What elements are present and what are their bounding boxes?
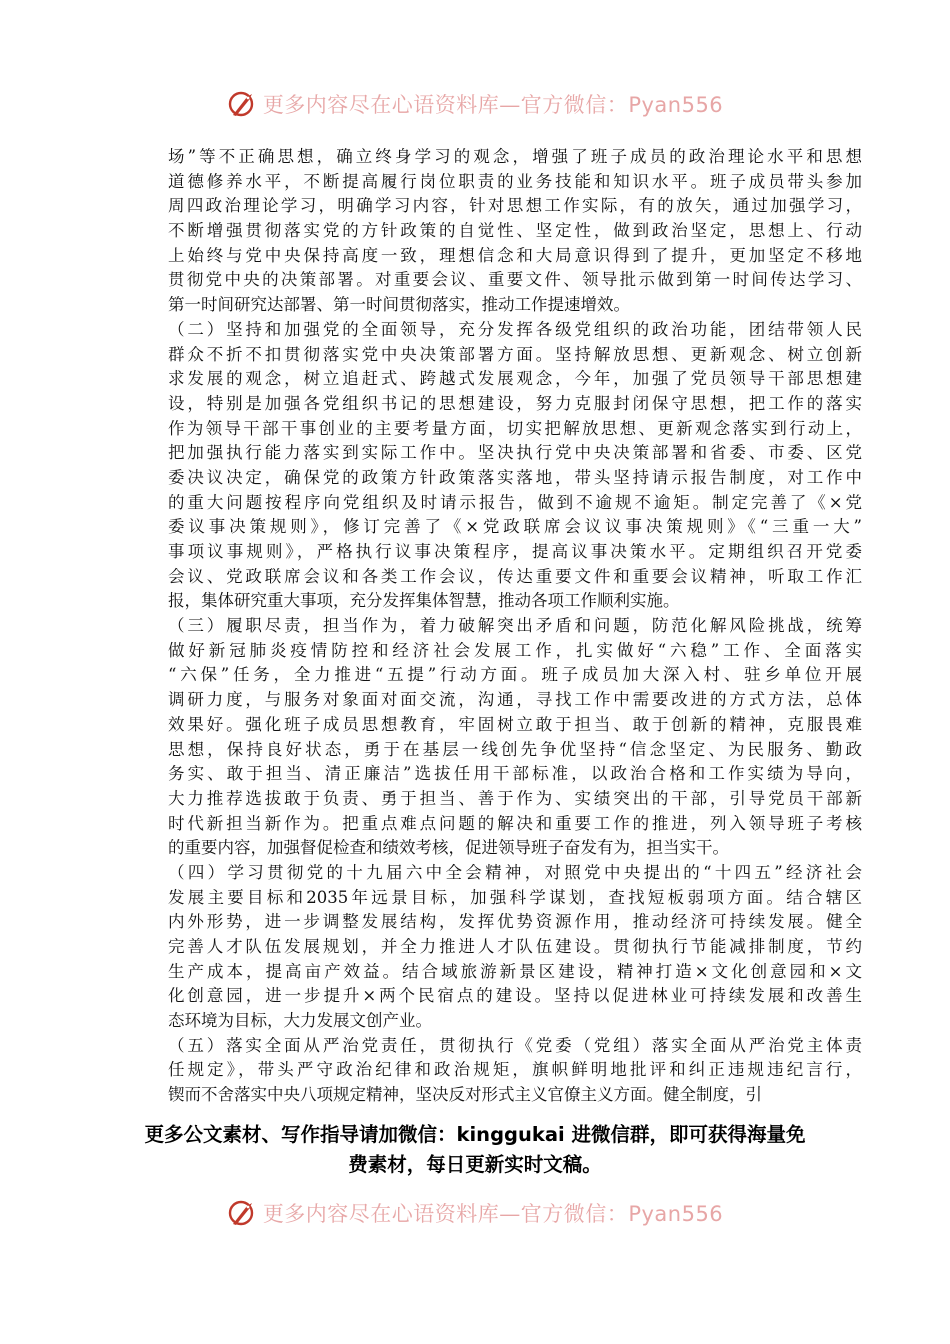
body-line: （五）落实全面从严治党责任，贯彻执行《党委（党组）落实全面从严治党主体责 <box>168 1035 862 1055</box>
body-line: 周四政治理论学习，明确学习内容，针对思想工作实际，有的放矢，通过加强学习， <box>168 196 862 216</box>
body-line: 委议事决策规则》，修订完善了《×党政联席会议议事决策规则》《“三重一大” <box>168 517 862 537</box>
body-line: 第一时间研究达部署、第一时间贯彻落实，推动工作提速增效。 <box>168 295 630 315</box>
body-line: 的重大问题按程序向党组织及时请示报告，做到不逾规不逾矩。制定完善了《×党 <box>168 492 862 512</box>
body-line: 任规定》，带头严守政治纪律和政治规矩，旗帜鲜明地批评和纠正违规违纪言行， <box>168 1060 862 1080</box>
pen-nib-logo-icon <box>227 89 257 119</box>
promo-line: 费素材，每日更新实时文稿。 <box>348 1153 602 1176</box>
body-line: 发展主要目标和2035年远景目标，加强科学谋划，查找短板弱项方面。结合辖区 <box>168 887 862 907</box>
footer-banner <box>0 1193 950 1233</box>
body-line: 求发展的观念，树立追赶式、跨越式发展观念，今年，加强了党员领导干部思想建 <box>168 369 862 389</box>
promo-line: 更多公文素材、写作指导请加微信：kinggukai 进微信群，即可获得海量免 <box>144 1123 806 1146</box>
header-banner-text: 更多内容尽在心语资料库—官方微信： <box>262 93 629 117</box>
body-line: 把加强执行能力落实到实际工作中。坚决执行党中央决策部署和省委、市委、区党 <box>168 443 862 463</box>
body-line: 事项议事规则》，严格执行议事决策程序，提高议事决策水平。定期组织召开党委 <box>168 542 862 561</box>
header-banner-wechat: Pyan556 <box>628 93 724 117</box>
body-line: 不断增强贯彻落实党的方针政策的自觉性、坚定性，做到政治坚定，思想上、行动 <box>168 221 862 241</box>
body-line: 务实、敢于担当、清正廉洁”选拔任用干部标准，以政治合格和工作实绩为导向， <box>168 764 862 784</box>
body-line: 大力推荐选拔敢于负责、勇于担当、善于作为、实绩突出的干部，引导党员干部新 <box>168 788 862 808</box>
pen-nib-logo-icon <box>227 1198 257 1228</box>
header-banner <box>0 84 950 124</box>
body-line: 场”等不正确思想，确立终身学习的观念，增强了班子成员的政治理论水平和思想 <box>168 147 862 166</box>
body-line: 化创意园，进一步提升×两个民宿点的建设。坚持以促进林业可持续发展和改善生 <box>168 986 862 1006</box>
body-line: 思想，保持良好状态，勇于在基层一线创先争优坚持“信念坚定、为民服务、勤政 <box>168 739 862 759</box>
body-line: 道德修养水平，不断提高履行岗位职责的业务技能和知识水平。班子成员带头参加 <box>168 171 862 191</box>
body-line: 设，特别是加强各党组织书记的思想建设，努力克服封闭保守思想，把工作的落实 <box>168 393 862 413</box>
body-line: 会议、党政联席会议和各类工作会议，传达重要文件和重要会议精神，听取工作汇 <box>168 566 862 586</box>
document-body <box>168 145 862 1108</box>
footer-banner-text: 更多内容尽在心语资料库—官方微信： <box>262 1202 629 1226</box>
body-line: 委决议决定，确保党的政策方针政策落实落地，带头坚持请示报告制度，对工作中 <box>168 467 862 487</box>
promo-notice <box>90 1120 860 1180</box>
body-line: 锲而不舍落实中央八项规定精神，坚决反对形式主义官僚主义方面。健全制度，引 <box>168 1085 762 1105</box>
body-line: 上始终与党中央保持高度一致，理想信念和大局意识得到了提升，更加坚定不移地 <box>168 245 862 265</box>
body-line: 的重要内容，加强督促检查和绩效考核，促进领导班子奋发有为，担当实干。 <box>168 838 729 858</box>
body-line: 报，集体研究重大事项，充分发挥集体智慧，推动各项工作顺利实施。 <box>168 591 680 611</box>
body-line: 完善人才队伍发展规划，并全力推进人才队伍建设。贯彻执行节能减排制度，节约 <box>168 937 862 956</box>
body-line: 生产成本，提高亩产效益。结合域旅游新景区建设，精神打造×文化创意园和×文 <box>168 961 862 981</box>
body-line: （四）学习贯彻党的十九届六中全会精神，对照党中央提出的“十四五”经济社会 <box>168 862 862 882</box>
body-line: 效果好。强化班子成员思想教育，牢固树立敢于担当、敢于创新的精神，克服畏难 <box>168 714 862 734</box>
body-line: 调研力度，与服务对象面对面交流，沟通，寻找工作中需要改进的方式方法，总体 <box>168 690 862 710</box>
body-line: （三）履职尽责，担当作为，着力破解突出矛盾和问题，防范化解风险挑战，统筹 <box>168 616 862 636</box>
body-line: 态环境为目标，大力发展文创产业。 <box>168 1011 432 1031</box>
body-line: 内外形势，进一步调整发展结构，发挥优势资源作用，推动经济可持续发展。健全 <box>168 912 862 932</box>
body-line: 贯彻党中央的决策部署。对重要会议、重要文件、领导批示做到第一时间传达学习、 <box>168 270 862 290</box>
body-line: 时代新担当新作为。把重点难点问题的解决和重要工作的推进，列入领导班子考核 <box>168 813 862 833</box>
body-line: “六保”任务，全力推进“五提”行动方面。班子成员加大深入村、驻乡单位开展 <box>168 665 862 685</box>
footer-banner-wechat: Pyan556 <box>628 1202 724 1226</box>
body-line: 做好新冠肺炎疫情防控和经济社会发展工作，扎实做好“六稳”工作、全面落实 <box>168 640 862 660</box>
body-line: 群众不折不扣贯彻落实党中央决策部署方面。坚持解放思想、更新观念、树立创新 <box>168 344 862 364</box>
body-line: （二）坚持和加强党的全面领导，充分发挥各级党组织的政治功能，团结带领人民 <box>168 319 862 339</box>
body-line: 作为领导干部干事创业的主要考量方面，切实把解放思想、更新观念落实到行动上， <box>168 418 862 438</box>
